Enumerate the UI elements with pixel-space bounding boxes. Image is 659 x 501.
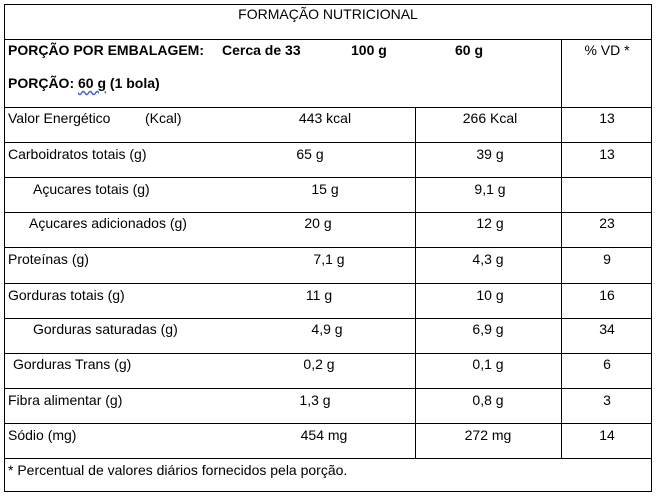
row-value-100g: 4,9 g	[311, 321, 343, 337]
row-name: Gorduras totais (g)	[8, 287, 125, 303]
row-vd: 3	[603, 392, 611, 408]
row-value-60g: 266 Kcal	[462, 110, 518, 126]
row-value-100g: 20 g	[304, 215, 332, 231]
row-name: Açucares adicionados (g)	[29, 215, 187, 231]
row-value-100g: 7,1 g	[313, 251, 345, 267]
portion-desc: (1 bola)	[109, 75, 160, 91]
portion-per-pack-value: Cerca de 33	[222, 42, 301, 58]
row-value-60g: 6,9 g	[472, 321, 504, 337]
row-name: Sódio (mg)	[8, 427, 77, 443]
row-name: Valor Energético	[8, 110, 111, 126]
footnote: * Percentual de valores diários fornecidos pela porção.	[8, 462, 348, 478]
row-vd: 16	[599, 287, 615, 303]
rule-col-60g	[415, 107, 416, 458]
row-value-60g: 0,1 g	[472, 356, 504, 372]
col-header-100g: 100 g	[351, 42, 387, 58]
row-value-100g: 65 g	[296, 146, 324, 162]
row-value-100g: 454 mg	[300, 427, 348, 443]
row-name: Gorduras saturadas (g)	[33, 321, 178, 337]
rule-row-10	[4, 458, 652, 459]
row-name: Proteínas (g)	[8, 251, 89, 267]
row-unit: (Kcal)	[145, 110, 182, 126]
row-value-100g: 0,2 g	[303, 356, 335, 372]
row-vd: 13	[599, 146, 615, 162]
row-name: Açucares totais (g)	[33, 181, 150, 197]
col-header-vd: % VD *	[584, 42, 630, 58]
rule-row-6	[4, 318, 652, 319]
row-value-60g: 9,1 g	[474, 181, 506, 197]
rule-row-8	[4, 388, 652, 389]
row-value-60g: 10 g	[476, 287, 504, 303]
portion-label	[8, 75, 160, 91]
rule-row-9	[4, 423, 652, 424]
table-title: FORMAÇÃO NUTRICIONAL	[238, 6, 418, 22]
rule-row-3	[4, 212, 652, 213]
row-vd: 23	[599, 215, 615, 231]
portion-label-text: PORÇÃO:	[8, 75, 75, 91]
row-value-100g: 443 kcal	[298, 110, 352, 126]
row-name: Fibra alimentar (g)	[8, 392, 123, 408]
row-value-60g: 0,8 g	[472, 392, 504, 408]
portion-amount: 60 g	[78, 75, 107, 91]
col-header-60g: 60 g	[455, 42, 484, 58]
row-value-60g: 12 g	[476, 215, 504, 231]
rule-row-2	[4, 177, 652, 178]
row-value-100g: 15 g	[311, 181, 339, 197]
portion-per-pack-label: PORÇÃO POR EMBALAGEM:	[8, 42, 204, 58]
row-value-60g: 272 mg	[464, 427, 512, 443]
row-value-100g: 11 g	[305, 287, 333, 303]
rule-row-7	[4, 353, 652, 354]
row-value-60g: 39 g	[476, 146, 504, 162]
row-value-60g: 4,3 g	[472, 251, 504, 267]
row-vd: 34	[599, 321, 615, 337]
rule-row-5	[4, 283, 652, 284]
rule-title	[4, 39, 652, 40]
rule-row-1	[4, 142, 652, 143]
row-value-100g: 1,3 g	[299, 392, 331, 408]
row-vd: 9	[603, 251, 611, 267]
row-name: Carboidratos totais (g)	[8, 146, 147, 162]
row-vd: 6	[603, 356, 611, 372]
rule-row-4	[4, 247, 652, 248]
row-vd: 14	[599, 427, 615, 443]
rule-header	[4, 107, 652, 108]
row-vd: 13	[599, 110, 615, 126]
row-name: Gorduras Trans (g)	[13, 356, 132, 372]
